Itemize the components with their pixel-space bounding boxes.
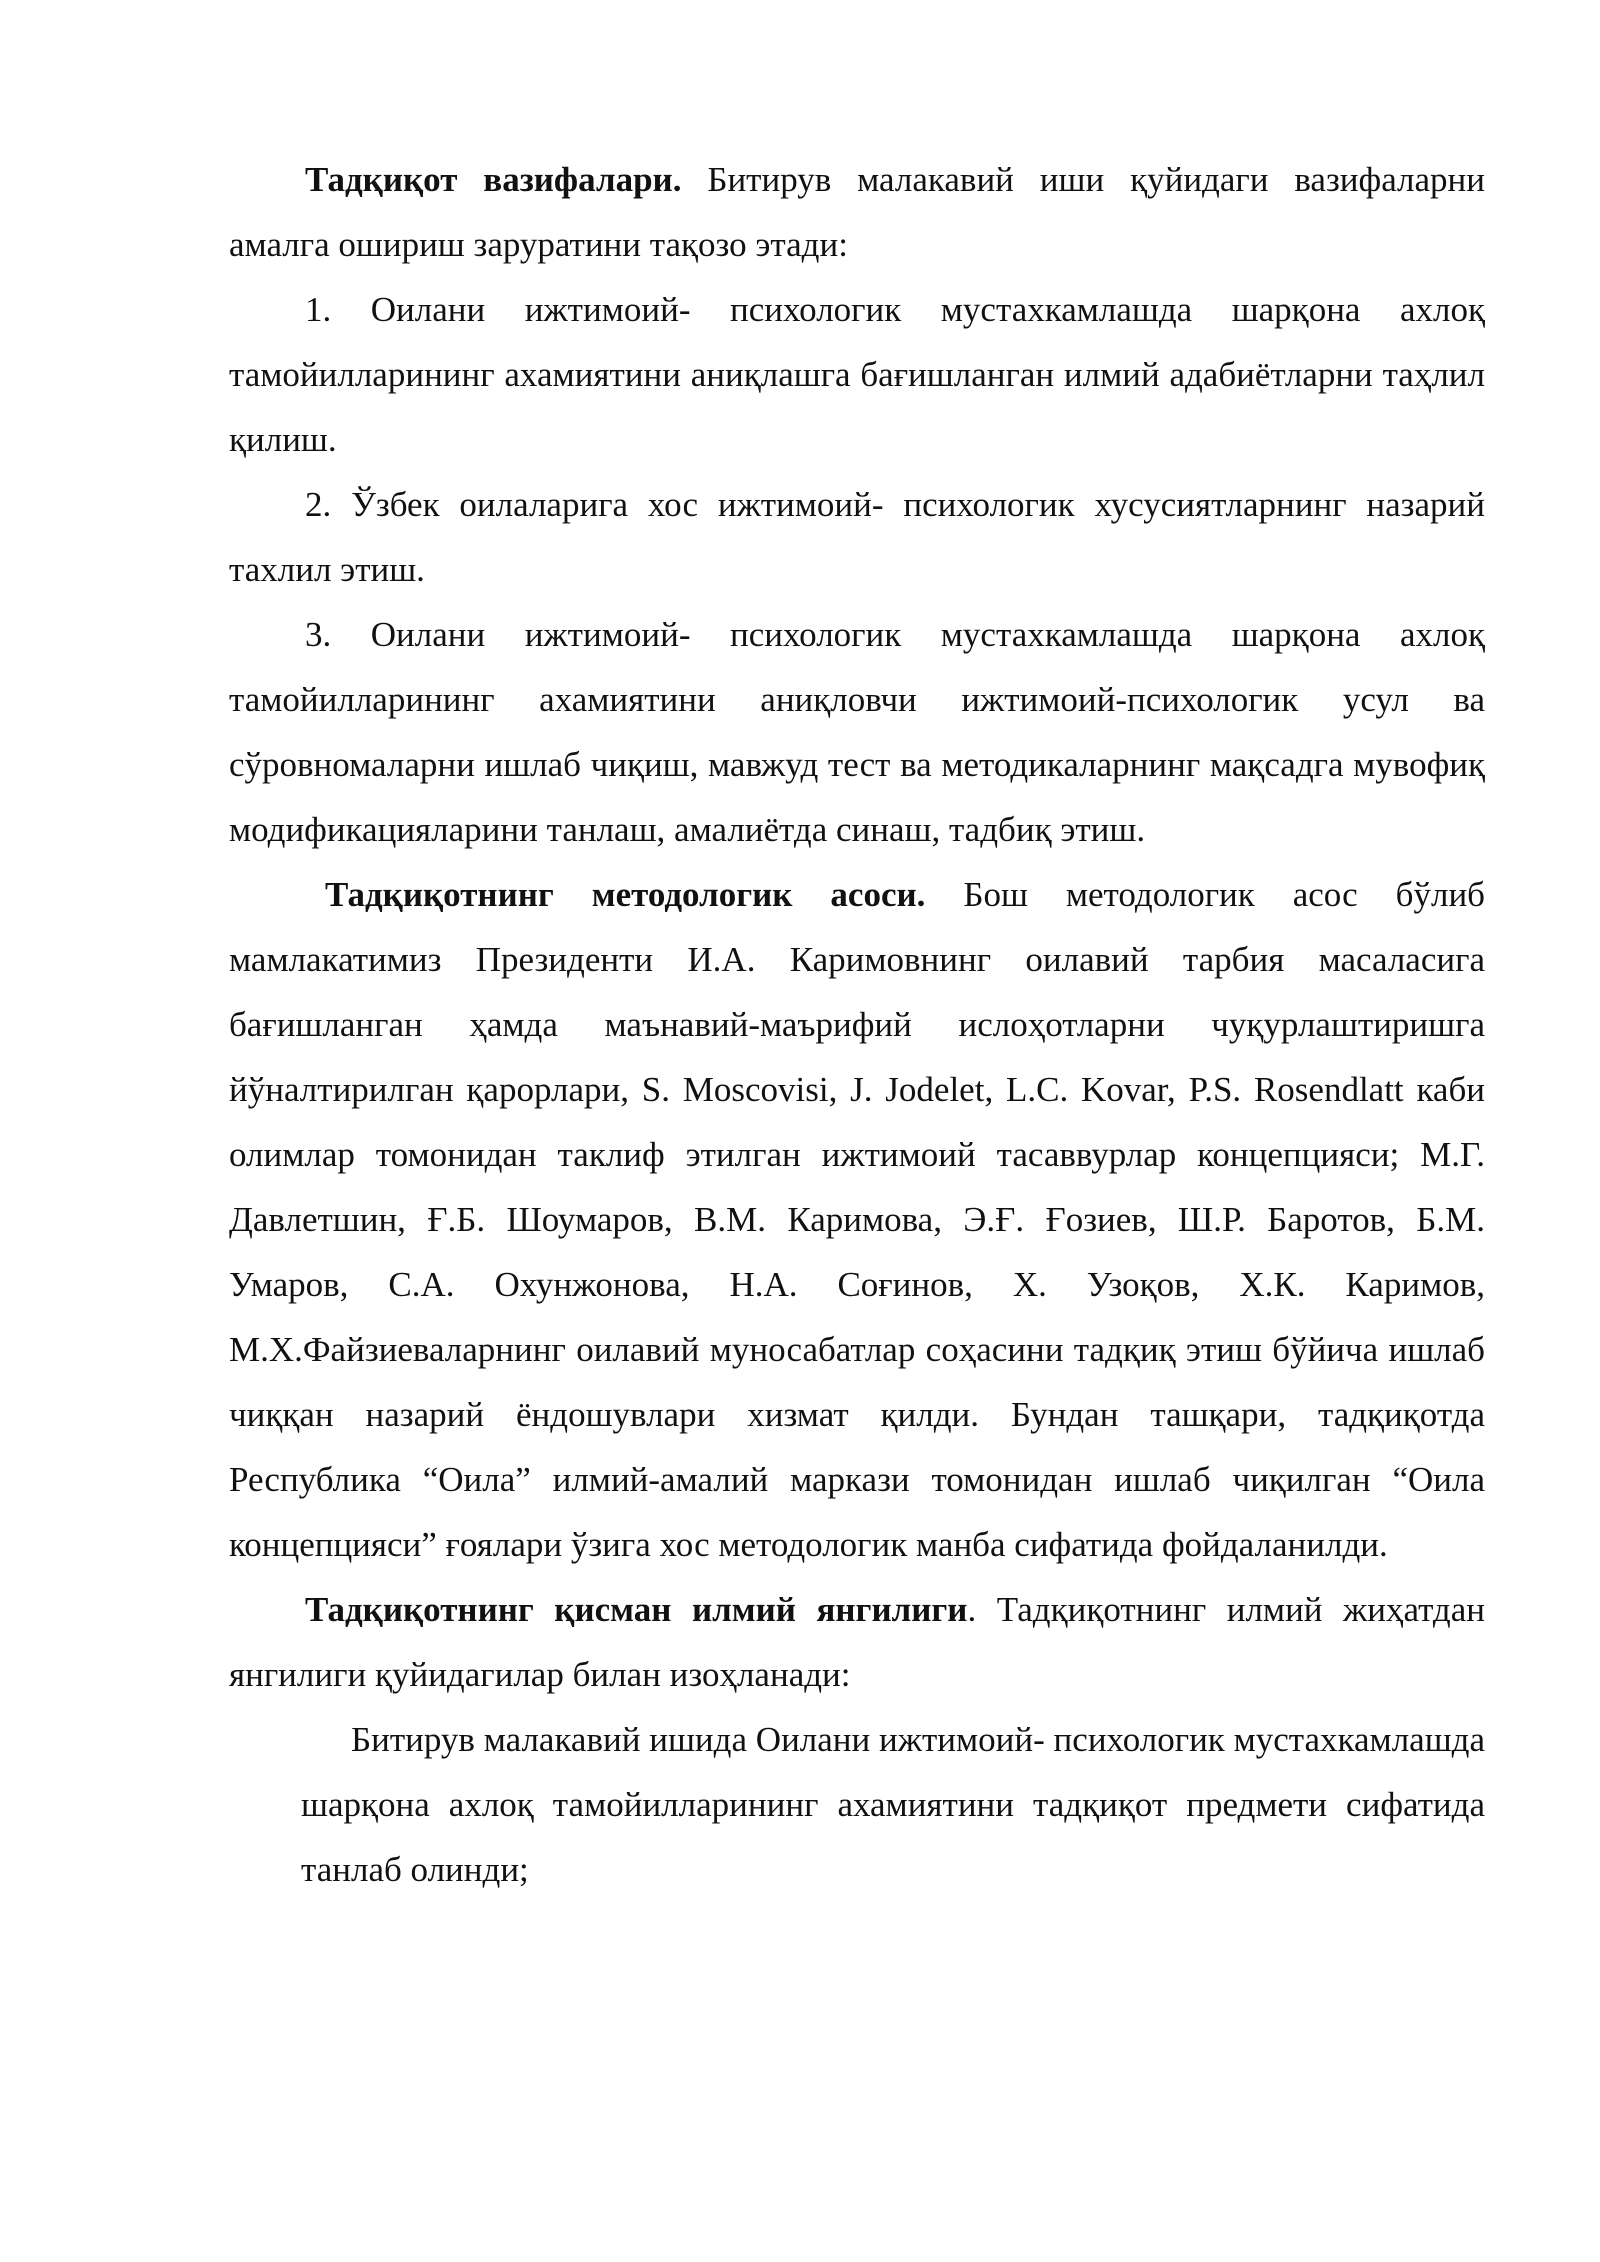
tasks-paragraph bbox=[229, 147, 1485, 277]
novelty-item: Битирув малакавий ишида Оилани ижтимоий- психологик мустахкамлашда шарқона ахлоқ тамойилларининг ахамиятини тадқиқот предмети сифатида танлаб олинди; bbox=[301, 1720, 1485, 1889]
document-body bbox=[229, 147, 1485, 1902]
task-item-1: 1. Оилани ижтимоий- психологик мустахкамлашда шарқона ахлоқ тамойилларининг ахамиятини аниқлашга бағишланган илмий адабиётларни таҳлил қилиш. bbox=[229, 290, 1485, 459]
methodology-text: Бош методологик асос бўлиб мамлакатимиз Президенти И.А. Каримовнинг оилавий тарбия масаласига бағишланган ҳамда маънавий-маърифий ислоҳотларни чуқурлаштиришга йўналтирилган қарорлари, S. Moscovisi, J. Jodelet, L.C. Kovar, P.S. Rosendlatt каби олимлар томонидан таклиф этилган ижтимоий тасаввурлар концепцияси; М.Г. Давлетшин, Ғ.Б. Шоумаров, В.М. Каримова, Э.Ғ. Ғозиев, Ш.Р. Баротов, Б.М. Умаров, С.А. Охунжонова, Н.А. Соғинов, Х. Узоқов, Х.К. Каримов, М.Х.Файзиеваларнинг оилавий муносабатлар соҳасини тадқиқ этиш бўйича ишлаб чиққан назарий ёндошувлари хизмат қилди. Бундан ташқари, тадқиқотда Республика “Оила” илмий-амалий маркази томонидан ишлаб чиқилган “Оила концепцияси” ғоялари ўзига хос методологик манба сифатида фойдаланилди. bbox=[229, 875, 1485, 1564]
novelty-intro-text: . Тадқиқотнинг илмий жиҳатдан янгилиги қуйидагилар билан изоҳланади: bbox=[229, 1590, 1485, 1694]
novelty-heading: Тадқиқотнинг қисман илмий янгилиги bbox=[305, 1590, 968, 1629]
methodology-paragraph bbox=[229, 862, 1485, 1577]
novelty-paragraph bbox=[229, 1577, 1485, 1707]
methodology-heading: Тадқиқотнинг методологик асоси. bbox=[325, 875, 926, 914]
tasks-intro-text: Битирув малакавий иши қуйидаги вазифаларни амалга ошириш заруратини тақозо этади: bbox=[229, 160, 1485, 264]
task-item-3: 3. Оилани ижтимоий- психологик мустахкамлашда шарқона ахлоқ тамойилларининг ахамиятини аниқловчи ижтимоий-психологик усул ва сўровномаларни ишлаб чиқиш, мавжуд тест ва методикаларнинг мақсадга мувофиқ модификацияларини танлаш, амалиётда синаш, тадбиқ этиш. bbox=[229, 615, 1485, 849]
tasks-heading: Тадқиқот вазифалари. bbox=[305, 160, 682, 199]
task-item-2: 2. Ўзбек оилаларига хос ижтимоий- психологик хусусиятларнинг назарий тахлил этиш. bbox=[229, 485, 1485, 589]
